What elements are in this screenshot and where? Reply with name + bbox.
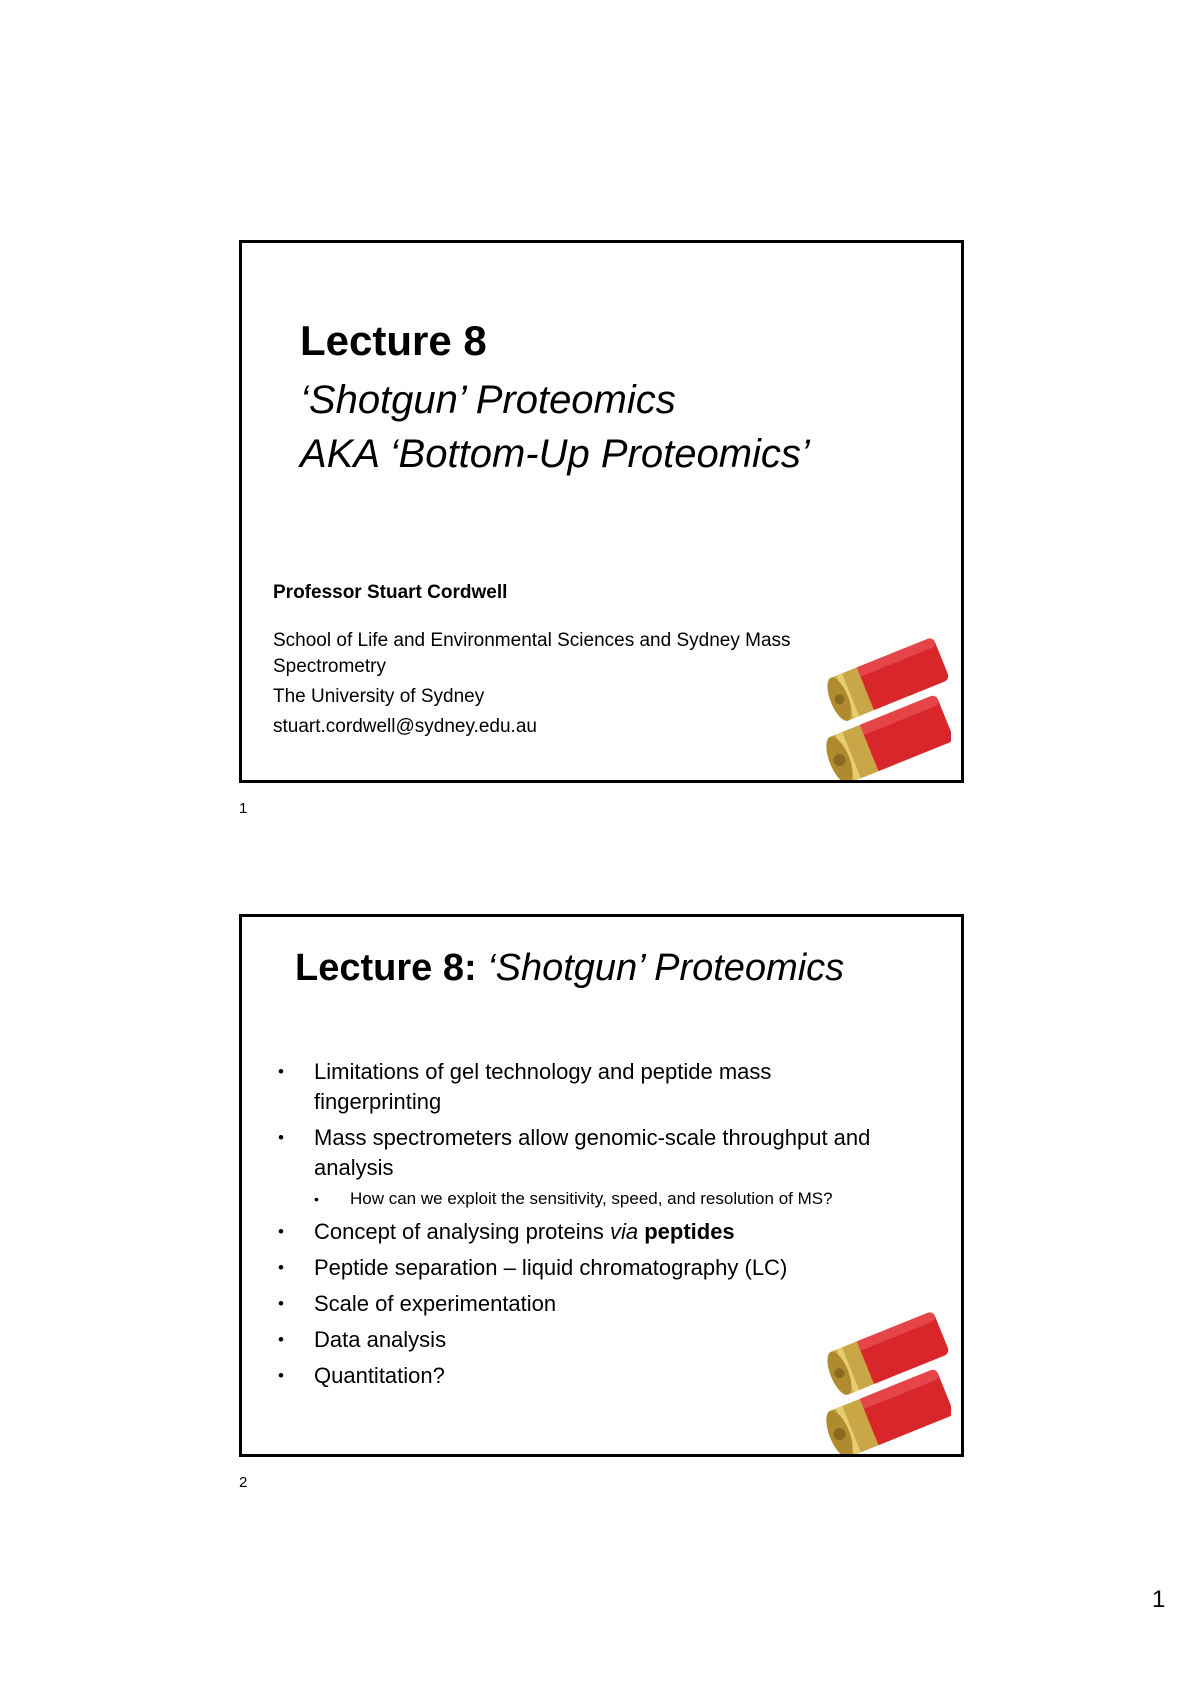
text-run-italic: via	[609, 1219, 639, 1244]
affiliation-university: The University of Sydney	[273, 686, 485, 707]
affiliation	[273, 628, 813, 744]
list-item: • Peptide separation – liquid chromatography (LC)	[278, 1253, 898, 1283]
author-name: Professor Stuart Cordwell	[273, 582, 508, 603]
title-italic-part: ‘Shotgun’ Proteomics	[487, 947, 845, 989]
page-number: 1	[1152, 1586, 1166, 1613]
list-item: • Mass spectrometers allow genomic-scale throughput and analysis	[278, 1123, 898, 1183]
slide-2-title	[295, 943, 844, 993]
list-item	[278, 1217, 898, 1247]
shotgun-shells-image	[801, 630, 951, 780]
list-item: • Limitations of gel technology and peptide mass fingerprinting	[278, 1057, 898, 1117]
list-item: • Data analysis	[278, 1325, 898, 1355]
subtitle-line: AKA ‘Bottom-Up Proteomics’	[300, 432, 810, 476]
sub-list-item: • How can we exploit the sensitivity, speed, and resolution of MS?	[278, 1187, 898, 1211]
text-run-bold: peptides	[638, 1219, 735, 1244]
affiliation-school: School of Life and Environmental Sciences and Sydney Mass Spectrometry	[273, 630, 791, 677]
slide-2	[239, 914, 964, 1457]
slide-1-subtitle	[300, 373, 810, 481]
text-run: Concept of analysing proteins	[314, 1219, 610, 1244]
shotgun-shells-image	[801, 1304, 951, 1454]
slide-number: 2	[239, 1474, 248, 1491]
slide-1	[239, 240, 964, 783]
slide-1-title: Lecture 8	[300, 317, 487, 364]
list-item: • Quantitation?	[278, 1361, 898, 1391]
title-bold-part: Lecture 8:	[295, 947, 477, 989]
list-item: • Scale of experimentation	[278, 1289, 898, 1319]
author-email: stuart.cordwell@sydney.edu.au	[273, 716, 537, 737]
subtitle-line: ‘Shotgun’ Proteomics	[300, 378, 676, 422]
slide-number: 1	[239, 800, 248, 817]
